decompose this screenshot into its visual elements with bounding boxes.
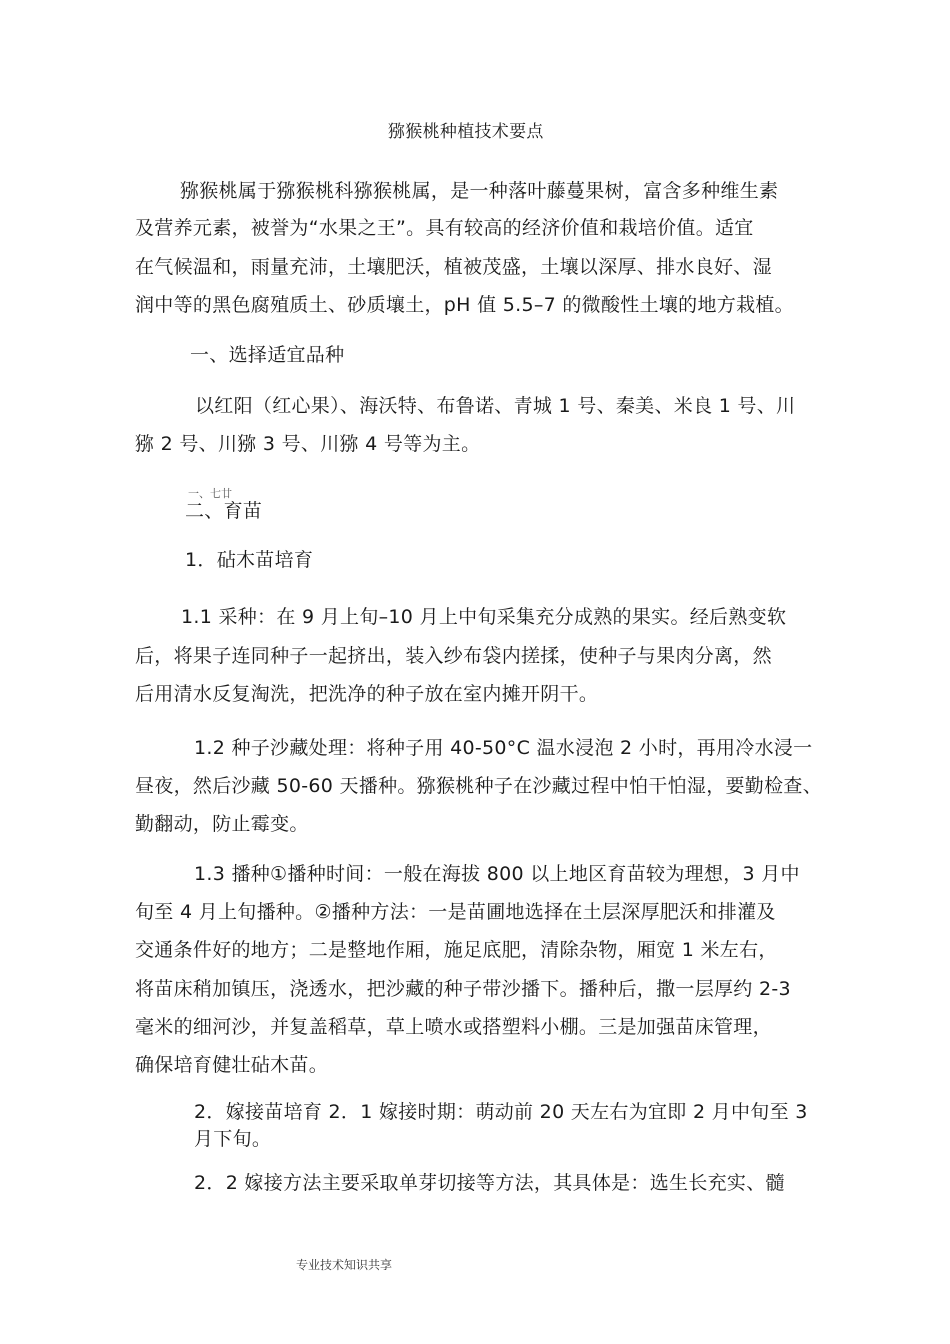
text-line: 旬至 4 月上旬播种。②播种方法：一是苗圃地选择在土层深厚肥沃和排灌及 [135,901,776,923]
text-line: 润中等的黑色腐殖质土、砂质壤土，pH 值 5.5–7 的微酸性土壤的地方栽植。 [135,294,794,316]
text-line: 月下旬。 [194,1128,272,1150]
text-line: 勤翻动，防止霉变。 [135,813,309,835]
text-line: 1.3 播种①播种时间：一般在海拔 800 以上地区育苗较为理想，3 月中 [194,863,800,885]
text-line: 交通条件好的地方；二是整地作厢，施足底肥，清除杂物，厢宽 1 米左右， [135,939,778,961]
section-heading: 一、选择适宜品种 [190,344,345,366]
text-line: 后，将果子连同种子一起挤出，装入纱布袋内搓揉，使种子与果肉分离，然 [135,645,772,667]
subsection-heading: 1．砧木苗培育 [185,549,314,571]
section-heading: 二、育苗 [185,500,263,522]
text-line: 2．嫁接苗培育 2．1 嫁接时期：萌动前 20 天左右为宜即 2 月中旬至 3 [194,1101,808,1123]
text-line: 1.1 采种：在 9 月上旬–10 月上中旬采集充分成熟的果实。经后熟变软 [181,606,787,628]
text-line: 将苗床稍加镇压，浇透水，把沙藏的种子带沙播下。播种后，撒一层厚约 2-3 [135,978,791,1000]
text-line: 在气候温和，雨量充沛，土壤肥沃，植被茂盛，土壤以深厚、排水良好、湿 [135,256,772,278]
text-line: 1.2 种子沙藏处理：将种子用 40-50°C 温水浸泡 2 小时，再用冷水浸一 [194,737,813,759]
text-line: 猕 2 号、川猕 3 号、川猕 4 号等为主。 [135,433,481,455]
text-line: 确保培育健壮砧木苗。 [135,1054,329,1076]
text-line: 后用清水反复淘洗，把洗净的种子放在室内摊开阴干。 [135,683,599,705]
stray-mark: 一、七廿 [188,487,232,500]
text-line: 2．2 嫁接方法主要采取单芽切接等方法，其具体是：选生长充实、髓 [194,1172,785,1194]
text-line: 毫米的细河沙，并复盖稻草，草上喷水或搭塑料小棚。三是加强苗床管理， [135,1016,772,1038]
document-title: 猕猴桃种植技术要点 [388,122,544,142]
text-line: 猕猴桃属于猕猴桃科猕猴桃属，是一种落叶藤蔓果树，富含多种维生素 [180,180,779,202]
text-line: 及营养元素，被誉为“水果之王”。具有较高的经济价值和栽培价值。适宜 [135,217,754,239]
text-line: 以红阳（红心果）、海沃特、布鲁诺、青城 1 号、秦美、米良 1 号、川 [195,395,796,417]
text-line: 昼夜，然后沙藏 50-60 天播种。猕猴桃种子在沙藏过程中怕干怕湿，要勤检查、 [135,775,822,797]
page-footer: 专业技术知识共享 [296,1258,393,1272]
